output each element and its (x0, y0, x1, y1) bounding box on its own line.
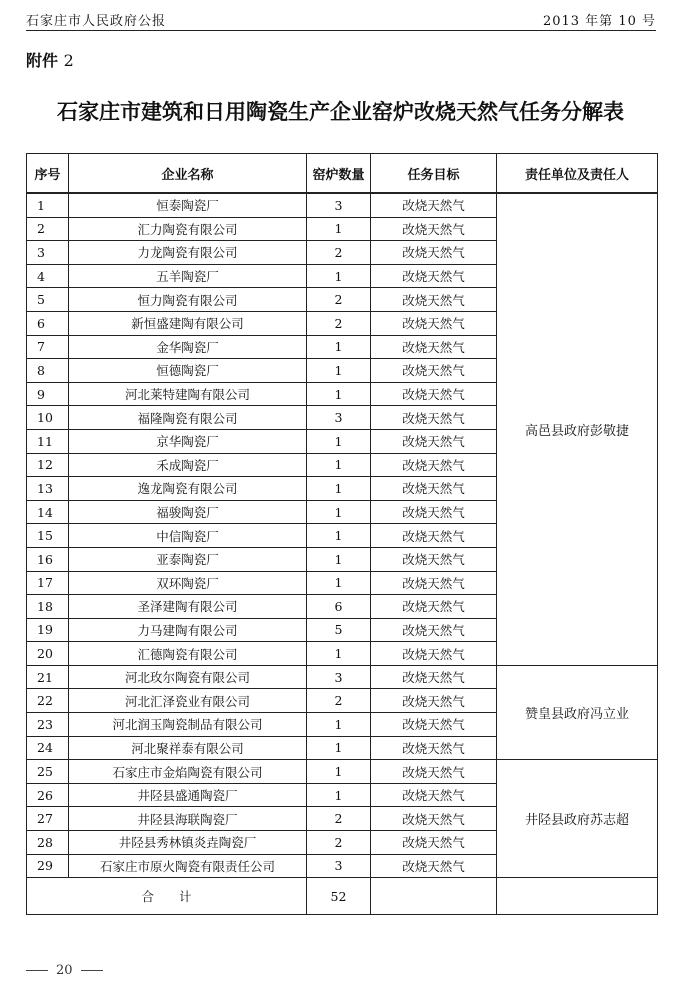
cell-company-name: 石家庄市原火陶瓷有限责任公司 (69, 854, 307, 878)
cell-company-name: 金华陶瓷厂 (69, 335, 307, 359)
cell-task-target: 改烧天然气 (371, 831, 497, 855)
cell-company-name: 井陉县秀林镇炎垚陶瓷厂 (69, 831, 307, 855)
cell-number: 23 (27, 713, 69, 737)
cell-company-name: 井陉县盛通陶瓷厂 (69, 783, 307, 807)
cell-kiln-count: 3 (307, 854, 371, 878)
cell-kiln-count: 2 (307, 831, 371, 855)
column-header-task-target: 任务目标 (371, 154, 497, 194)
publication-name: 石家庄市人民政府公报 (26, 14, 167, 29)
cell-company-name: 河北玫尔陶瓷有限公司 (69, 665, 307, 689)
cell-task-target: 改烧天然气 (371, 524, 497, 548)
table-body (27, 193, 658, 878)
column-header-company: 企业名称 (69, 154, 307, 194)
cell-kiln-count: 1 (307, 524, 371, 548)
cell-kiln-count: 2 (307, 807, 371, 831)
cell-task-target: 改烧天然气 (371, 807, 497, 831)
cell-company-name: 恒力陶瓷有限公司 (69, 288, 307, 312)
cell-company-name: 恒德陶瓷厂 (69, 359, 307, 383)
cell-number: 7 (27, 335, 69, 359)
task-table (26, 153, 658, 915)
cell-company-name: 五羊陶瓷厂 (69, 264, 307, 288)
cell-kiln-count: 1 (307, 217, 371, 241)
cell-kiln-count: 1 (307, 547, 371, 571)
cell-kiln-count: 2 (307, 689, 371, 713)
cell-kiln-count: 1 (307, 359, 371, 383)
footer-dash-left (26, 970, 48, 971)
cell-company-name: 河北聚祥泰有限公司 (69, 736, 307, 760)
cell-kiln-count: 1 (307, 571, 371, 595)
cell-number: 3 (27, 241, 69, 265)
cell-task-target: 改烧天然气 (371, 429, 497, 453)
cell-number: 8 (27, 359, 69, 383)
cell-kiln-count: 1 (307, 429, 371, 453)
cell-kiln-count: 1 (307, 783, 371, 807)
cell-company-name: 汇力陶瓷有限公司 (69, 217, 307, 241)
cell-number: 22 (27, 689, 69, 713)
cell-task-target: 改烧天然气 (371, 453, 497, 477)
cell-task-target: 改烧天然气 (371, 359, 497, 383)
cell-kiln-count: 1 (307, 335, 371, 359)
cell-kiln-count: 1 (307, 760, 371, 784)
cell-company-name: 力马建陶有限公司 (69, 618, 307, 642)
cell-number: 21 (27, 665, 69, 689)
cell-company-name: 力龙陶瓷有限公司 (69, 241, 307, 265)
cell-kiln-count: 6 (307, 595, 371, 619)
cell-kiln-count: 1 (307, 642, 371, 666)
cell-kiln-count: 3 (307, 193, 371, 217)
attachment-label (26, 48, 74, 71)
cell-task-target: 改烧天然气 (371, 689, 497, 713)
cell-kiln-count: 2 (307, 311, 371, 335)
running-header (26, 8, 656, 31)
cell-number: 11 (27, 429, 69, 453)
cell-number: 4 (27, 264, 69, 288)
cell-company-name: 新恒盛建陶有限公司 (69, 311, 307, 335)
cell-company-name: 亚泰陶瓷厂 (69, 547, 307, 571)
cell-task-target: 改烧天然气 (371, 288, 497, 312)
cell-company-name: 福骏陶瓷厂 (69, 500, 307, 524)
issue-number: 2013 年第 10 号 (542, 14, 656, 29)
cell-company-name: 河北润玉陶瓷制品有限公司 (69, 713, 307, 737)
cell-number: 10 (27, 406, 69, 430)
cell-task-target: 改烧天然气 (371, 571, 497, 595)
cell-kiln-count: 3 (307, 406, 371, 430)
cell-number: 14 (27, 500, 69, 524)
table-header-row (27, 154, 658, 194)
cell-task-target: 改烧天然气 (371, 665, 497, 689)
cell-number: 9 (27, 382, 69, 406)
cell-task-target: 改烧天然气 (371, 264, 497, 288)
page-footer (26, 963, 103, 978)
cell-company-name: 福隆陶瓷有限公司 (69, 406, 307, 430)
cell-number: 25 (27, 760, 69, 784)
cell-number: 26 (27, 783, 69, 807)
cell-kiln-count: 1 (307, 264, 371, 288)
total-row (27, 878, 658, 915)
cell-task-target: 改烧天然气 (371, 595, 497, 619)
table-row (27, 760, 658, 784)
cell-number: 17 (27, 571, 69, 595)
cell-number: 2 (27, 217, 69, 241)
page-title: 石家庄市建筑和日用陶瓷生产企业窑炉改烧天然气任务分解表 (57, 99, 624, 124)
cell-kiln-count: 2 (307, 288, 371, 312)
cell-kiln-count: 1 (307, 453, 371, 477)
cell-company-name: 恒泰陶瓷厂 (69, 193, 307, 217)
table-row (27, 193, 658, 217)
cell-kiln-count: 5 (307, 618, 371, 642)
cell-task-target: 改烧天然气 (371, 193, 497, 217)
cell-task-target: 改烧天然气 (371, 760, 497, 784)
column-header-responsible: 责任单位及责任人 (497, 154, 658, 194)
cell-kiln-count: 2 (307, 241, 371, 265)
cell-company-name: 中信陶瓷厂 (69, 524, 307, 548)
cell-number: 1 (27, 193, 69, 217)
cell-number: 20 (27, 642, 69, 666)
cell-task-target: 改烧天然气 (371, 547, 497, 571)
page-number: 20 (56, 963, 73, 978)
table-row (27, 665, 658, 689)
total-empty-responsible (497, 878, 658, 915)
cell-task-target: 改烧天然气 (371, 736, 497, 760)
cell-kiln-count: 1 (307, 477, 371, 501)
total-empty-target (371, 878, 497, 915)
cell-kiln-count: 1 (307, 500, 371, 524)
cell-company-name: 禾成陶瓷厂 (69, 453, 307, 477)
cell-company-name: 汇德陶瓷有限公司 (69, 642, 307, 666)
cell-number: 5 (27, 288, 69, 312)
cell-company-name: 河北汇泽瓷业有限公司 (69, 689, 307, 713)
cell-company-name: 双环陶瓷厂 (69, 571, 307, 595)
cell-task-target: 改烧天然气 (371, 854, 497, 878)
cell-kiln-count: 1 (307, 713, 371, 737)
cell-kiln-count: 1 (307, 736, 371, 760)
cell-task-target: 改烧天然气 (371, 311, 497, 335)
cell-number: 16 (27, 547, 69, 571)
cell-task-target: 改烧天然气 (371, 500, 497, 524)
cell-number: 24 (27, 736, 69, 760)
cell-task-target: 改烧天然气 (371, 382, 497, 406)
column-header-number: 序号 (27, 154, 69, 194)
cell-task-target: 改烧天然气 (371, 217, 497, 241)
cell-number: 6 (27, 311, 69, 335)
cell-responsible-unit: 赞皇县政府冯立业 (497, 665, 658, 759)
cell-number: 29 (27, 854, 69, 878)
cell-task-target: 改烧天然气 (371, 477, 497, 501)
column-header-kiln-count: 窑炉数量 (307, 154, 371, 194)
cell-kiln-count: 3 (307, 665, 371, 689)
cell-responsible-unit: 井陉县政府苏志超 (497, 760, 658, 878)
cell-task-target: 改烧天然气 (371, 241, 497, 265)
cell-task-target: 改烧天然气 (371, 406, 497, 430)
cell-number: 13 (27, 477, 69, 501)
cell-number: 28 (27, 831, 69, 855)
cell-number: 19 (27, 618, 69, 642)
footer-dash-right (81, 970, 103, 971)
cell-company-name: 石家庄市金焰陶瓷有限公司 (69, 760, 307, 784)
cell-number: 27 (27, 807, 69, 831)
cell-number: 12 (27, 453, 69, 477)
cell-task-target: 改烧天然气 (371, 618, 497, 642)
cell-company-name: 井陉县海联陶瓷厂 (69, 807, 307, 831)
cell-company-name: 圣泽建陶有限公司 (69, 595, 307, 619)
cell-task-target: 改烧天然气 (371, 642, 497, 666)
cell-responsible-unit: 高邑县政府彭敬捷 (497, 193, 658, 665)
cell-task-target: 改烧天然气 (371, 335, 497, 359)
attachment-number: 2 (63, 51, 74, 70)
cell-company-name: 京华陶瓷厂 (69, 429, 307, 453)
cell-company-name: 河北莱特建陶有限公司 (69, 382, 307, 406)
total-label: 合 计 (27, 878, 307, 915)
attachment-word: 附件 (26, 51, 59, 70)
cell-number: 15 (27, 524, 69, 548)
cell-task-target: 改烧天然气 (371, 783, 497, 807)
cell-number: 18 (27, 595, 69, 619)
cell-task-target: 改烧天然气 (371, 713, 497, 737)
total-kilns: 52 (307, 878, 371, 915)
cell-kiln-count: 1 (307, 382, 371, 406)
cell-company-name: 逸龙陶瓷有限公司 (69, 477, 307, 501)
